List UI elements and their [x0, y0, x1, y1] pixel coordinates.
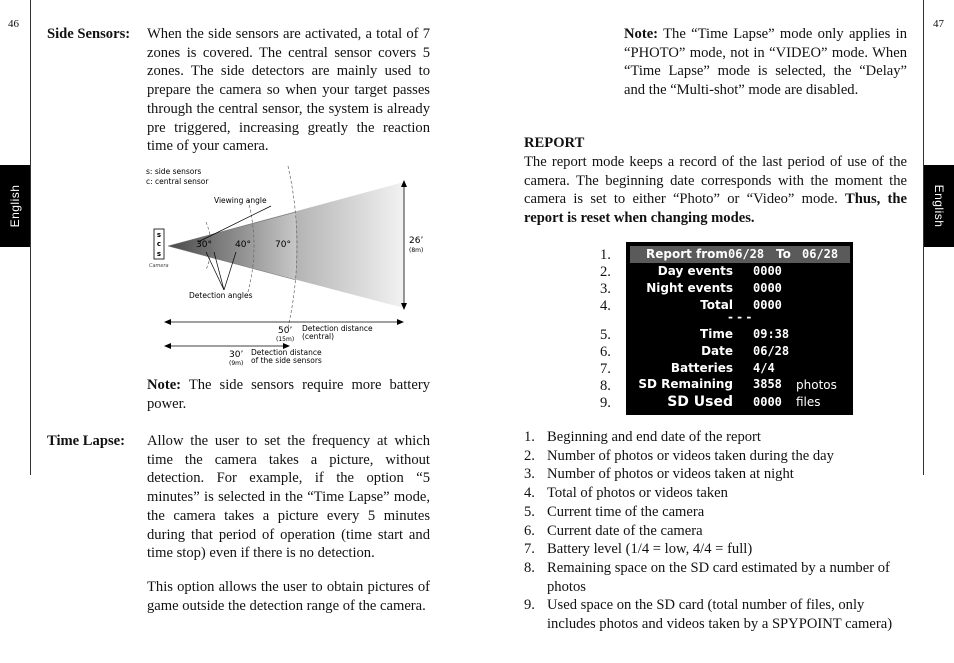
- screen-number: 7.: [600, 361, 611, 377]
- left-margin-rule: [30, 0, 31, 475]
- screen-date-value: 06/28: [753, 344, 790, 358]
- central-distance-label-1: Detection distance: [302, 324, 373, 333]
- detection-angles-label: Detection angles: [189, 291, 253, 300]
- side-sensors-label: Side Sensors:: [47, 26, 131, 42]
- screen-day-value: 0000: [753, 264, 782, 278]
- screen-night-events: Night events: [646, 281, 733, 295]
- width-feet: 26’: [409, 236, 424, 246]
- list-item: 5. Current time of the camera: [524, 503, 705, 520]
- screen-from-date: 06/28: [728, 247, 765, 261]
- screen-time: Time: [700, 327, 733, 341]
- screen-total-value: 0000: [753, 298, 782, 312]
- sensor-coverage-diagram: [146, 160, 424, 368]
- angle-30-label: 30°: [196, 240, 212, 250]
- report-legend-list: [524, 428, 907, 634]
- list-item: 7. Battery level (1/4 = low, 4/4 = full): [524, 541, 753, 558]
- width-meters: (8m): [409, 247, 424, 254]
- side-distance-meters: (9m): [229, 360, 244, 367]
- screen-sd-used-unit: files: [796, 395, 821, 409]
- central-distance-feet: 50’: [278, 326, 293, 336]
- screen-total: Total: [700, 298, 733, 312]
- screen-sd-remaining-value: 3858: [753, 377, 782, 391]
- camera-label: Camera: [149, 263, 169, 269]
- side-distance-label-1: Detection distance: [251, 348, 322, 357]
- legend-side: s: side sensors: [146, 167, 202, 176]
- central-distance-label-2: (central): [302, 332, 335, 341]
- side-sensors-text: When the side sensors are activated, a total of 7 zones is covered. The central sensor covers 5 zones. The side detectors are mainly used to prepare the camera so when your target passes through the central sensor, the system is already pre triggered, increasing greatly the reaction time of your camera.: [147, 26, 430, 155]
- angle-70-label: 70°: [275, 240, 291, 250]
- angle-40-label: 40°: [235, 240, 251, 250]
- list-item: 4. Total of photos or videos taken: [524, 485, 728, 502]
- screen-number: 4.: [600, 298, 611, 314]
- language-tab-left: English: [0, 165, 30, 247]
- language-tab-right: English: [924, 165, 954, 247]
- sensor-s-bottom: s: [156, 250, 162, 258]
- screen-date: Date: [701, 344, 733, 358]
- screen-night-value: 0000: [753, 281, 782, 295]
- side-distance-label-2: of the side sensors: [251, 356, 322, 365]
- list-item: 9. Used space on the SD card (total number of files, only includes photos and videos taken by a SPYPOINT camera): [524, 597, 893, 633]
- screen-number: 1.: [600, 247, 611, 263]
- side-distance-feet: 30’: [229, 350, 244, 360]
- screen-number: 9.: [600, 395, 611, 411]
- screen-number: 3.: [600, 281, 611, 297]
- screen-separator: - - -: [728, 310, 752, 324]
- sensor-c: c: [156, 240, 162, 248]
- time-lapse-text: Allow the user to set the frequency at which time the camera takes a picture, without detection. For example, if the option “5 minutes” is selected in the “Time Lapse” mode, the camera takes a picture every 5 minutes during that period of operation (time start and time stop) even if there is no detection.: [147, 433, 430, 562]
- screen-sd-used: SD Used: [667, 394, 733, 410]
- sensor-s-top: s: [156, 231, 162, 239]
- screen-batteries: Batteries: [670, 361, 733, 375]
- list-item: 2. Number of photos or videos taken during the day: [524, 447, 834, 464]
- screen-time-value: 09:38: [753, 327, 790, 341]
- screen-number: 6.: [600, 344, 611, 360]
- screen-day-events: Day events: [657, 264, 733, 278]
- screen-to-date: 06/28: [802, 247, 839, 261]
- list-item: 6. Current date of the camera: [524, 522, 703, 539]
- screen-number: 8.: [600, 378, 611, 394]
- screen-report-from: Report from: [646, 247, 728, 261]
- report-heading: REPORT: [524, 135, 585, 151]
- list-item: 3. Number of photos or videos taken at night: [524, 466, 794, 483]
- central-distance-meters: (15m): [276, 336, 295, 343]
- report-screen: [626, 242, 853, 415]
- screen-sd-used-value: 0000: [753, 395, 782, 409]
- page-number-right: 47: [933, 18, 944, 30]
- report-text: The report mode keeps a record of the last period of use of the camera. The beginning date corresponds with the moment the camera is set to either “Photo” or “Video” mode. Thus, the report is reset when changing modes.: [524, 154, 907, 227]
- screen-number: 5.: [600, 327, 611, 343]
- screen-sd-remaining: SD Remaining: [638, 377, 733, 391]
- list-item: 1. Beginning and end date of the report: [524, 429, 761, 445]
- side-sensors-note: Note: The side sensors require more battery power.: [147, 377, 430, 412]
- right-margin-rule: [923, 0, 924, 475]
- screen-batteries-value: 4/4: [753, 361, 775, 375]
- screen-sd-remaining-unit: photos: [796, 378, 837, 392]
- page-number-left: 46: [8, 18, 19, 30]
- viewing-angle-label: Viewing angle: [214, 196, 267, 205]
- screen-number: 2.: [600, 264, 611, 280]
- screen-to-label: To: [776, 247, 791, 261]
- legend-central: c: central sensor: [146, 177, 209, 186]
- time-lapse-label: Time Lapse:: [47, 433, 125, 449]
- time-lapse-text-2: This option allows the user to obtain pictures of game outside the detection range of the camera.: [147, 579, 430, 614]
- list-item: 8. Remaining space on the SD card estimated by a number of photos: [524, 559, 890, 595]
- time-lapse-note: Note: The “Time Lapse” mode only applies in “PHOTO” mode, not in “VIDEO” mode. When “Time Lapse” mode is selected, the “Delay” and the “Multi-shot” mode are disabled.: [624, 26, 907, 99]
